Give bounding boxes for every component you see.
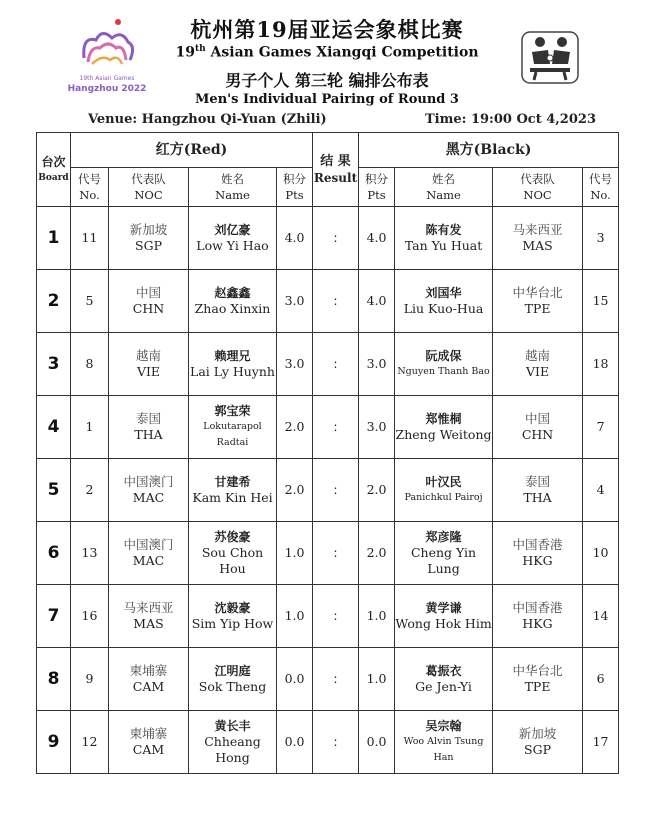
red-pts: 0.0 — [277, 711, 313, 774]
black-no: 10 — [583, 522, 619, 585]
table-row — [37, 459, 619, 522]
black-no: 17 — [583, 711, 619, 774]
red-pts: 1.0 — [277, 585, 313, 648]
board-number: 3 — [37, 333, 71, 396]
black-name: 吴宗翰 Woo Alvin Tsung Han — [395, 711, 493, 774]
table-row — [37, 207, 619, 270]
pairing-table — [36, 132, 619, 774]
table-row — [37, 585, 619, 648]
black-pts: 4.0 — [359, 270, 395, 333]
logo-caption: 19th Asian Games — [79, 75, 135, 82]
black-pts: 3.0 — [359, 396, 395, 459]
black-noc: 中国 CHN — [493, 396, 583, 459]
result: : — [313, 522, 359, 585]
red-no: 8 — [71, 333, 109, 396]
board-header: 台次 Board — [37, 133, 71, 207]
black-noc: 越南 VIE — [493, 333, 583, 396]
red-no: 16 — [71, 585, 109, 648]
red-name: 黄长丰 Chheang Hong — [189, 711, 277, 774]
table-row — [37, 270, 619, 333]
red-name-header: 姓名 Name — [189, 168, 277, 207]
black-name: 叶汉民 Panichkul Pairoj — [395, 459, 493, 522]
red-name: 赵鑫鑫 Zhao Xinxin — [189, 270, 277, 333]
red-noc-header: 代表队 NOC — [109, 168, 189, 207]
red-no: 9 — [71, 648, 109, 711]
red-name: 赖理兄 Lai Ly Huynh — [189, 333, 277, 396]
red-noc: 中国澳门 MAC — [109, 522, 189, 585]
black-pts: 2.0 — [359, 522, 395, 585]
black-no: 7 — [583, 396, 619, 459]
black-header: 黑方(Black) — [359, 133, 619, 168]
table-row — [37, 711, 619, 774]
red-name: 甘建希 Kam Kin Hei — [189, 459, 277, 522]
black-no: 6 — [583, 648, 619, 711]
red-pts: 2.0 — [277, 459, 313, 522]
black-name: 阮成保 Nguyen Thanh Bao — [395, 333, 493, 396]
black-pts: 2.0 — [359, 459, 395, 522]
red-no: 11 — [71, 207, 109, 270]
red-name: 郭宝荣 Lokutarapol Radtai — [189, 396, 277, 459]
venue-label: Venue: Hangzhou Qi-Yuan (Zhili) — [88, 112, 327, 127]
red-pts: 4.0 — [277, 207, 313, 270]
board-number: 6 — [37, 522, 71, 585]
result: : — [313, 459, 359, 522]
result-header: 结 果 Result — [313, 133, 359, 207]
black-name: 黄学谦 Wong Hok Him — [395, 585, 493, 648]
black-noc-header: 代表队 NOC — [493, 168, 583, 207]
red-pts: 3.0 — [277, 270, 313, 333]
table-row — [37, 522, 619, 585]
board-number: 1 — [37, 207, 71, 270]
black-name: 陈有发 Tan Yu Huat — [395, 207, 493, 270]
red-no: 5 — [71, 270, 109, 333]
black-pts: 3.0 — [359, 333, 395, 396]
result: : — [313, 711, 359, 774]
red-noc: 中国 CHN — [109, 270, 189, 333]
black-pts: 1.0 — [359, 585, 395, 648]
black-no-header: 代号 No. — [583, 168, 619, 207]
red-noc: 柬埔寨 CAM — [109, 648, 189, 711]
black-pts: 0.0 — [359, 711, 395, 774]
black-noc: 新加坡 SGP — [493, 711, 583, 774]
red-noc: 中国澳门 MAC — [109, 459, 189, 522]
result: : — [313, 585, 359, 648]
result: : — [313, 648, 359, 711]
red-pts: 0.0 — [277, 648, 313, 711]
table-row — [37, 648, 619, 711]
red-header: 红方(Red) — [71, 133, 313, 168]
result: : — [313, 207, 359, 270]
table-row — [37, 333, 619, 396]
board-number: 4 — [37, 396, 71, 459]
red-noc: 泰国 THA — [109, 396, 189, 459]
black-pts: 4.0 — [359, 207, 395, 270]
red-noc: 越南 VIE — [109, 333, 189, 396]
red-pts: 3.0 — [277, 333, 313, 396]
red-name: 刘亿豪 Low Yi Hao — [189, 207, 277, 270]
board-number: 8 — [37, 648, 71, 711]
table-row — [37, 396, 619, 459]
title-en: 19th Asian Games Xiangqi Competition — [175, 44, 479, 61]
board-number: 5 — [37, 459, 71, 522]
black-name: 郑彦隆 Cheng Yin Lung — [395, 522, 493, 585]
red-noc: 新加坡 SGP — [109, 207, 189, 270]
red-name: 江明庭 Sok Theng — [189, 648, 277, 711]
black-noc: 中华台北 TPE — [493, 648, 583, 711]
black-no: 18 — [583, 333, 619, 396]
red-noc: 柬埔寨 CAM — [109, 711, 189, 774]
logo-year: Hangzhou 2022 — [67, 84, 147, 94]
black-noc: 中华台北 TPE — [493, 270, 583, 333]
red-name: 沈毅豪 Sim Yip How — [189, 585, 277, 648]
red-no-header: 代号 No. — [71, 168, 109, 207]
black-noc: 中国香港 HKG — [493, 522, 583, 585]
subtitle-en: Men's Individual Pairing of Round 3 — [195, 92, 459, 107]
black-noc: 马来西亚 MAS — [493, 207, 583, 270]
title-cn: 杭州第19届亚运会象棋比赛 — [190, 17, 464, 42]
black-pts: 1.0 — [359, 648, 395, 711]
red-noc: 马来西亚 MAS — [109, 585, 189, 648]
red-name: 苏俊豪 Sou Chon Hou — [189, 522, 277, 585]
board-number: 7 — [37, 585, 71, 648]
result: : — [313, 396, 359, 459]
red-no: 1 — [71, 396, 109, 459]
board-number: 2 — [37, 270, 71, 333]
red-no: 2 — [71, 459, 109, 522]
black-noc: 中国香港 HKG — [493, 585, 583, 648]
black-name: 刘国华 Liu Kuo-Hua — [395, 270, 493, 333]
result: : — [313, 333, 359, 396]
black-no: 4 — [583, 459, 619, 522]
board-number: 9 — [37, 711, 71, 774]
red-pts: 2.0 — [277, 396, 313, 459]
red-no: 12 — [71, 711, 109, 774]
result: : — [313, 270, 359, 333]
black-no: 14 — [583, 585, 619, 648]
time-label: Time: 19:00 Oct 4,2023 — [425, 112, 596, 127]
black-pts-header: 积分 Pts — [359, 168, 395, 207]
red-pts-header: 积分 Pts — [277, 168, 313, 207]
subtitle-cn: 男子个人 第三轮 编排公布表 — [225, 71, 429, 90]
black-name-header: 姓名 Name — [395, 168, 493, 207]
red-no: 13 — [71, 522, 109, 585]
black-no: 15 — [583, 270, 619, 333]
black-name: 葛振衣 Ge Jen-Yi — [395, 648, 493, 711]
black-name: 郑惟桐 Zheng Weitong — [395, 396, 493, 459]
red-pts: 1.0 — [277, 522, 313, 585]
black-noc: 泰国 THA — [493, 459, 583, 522]
black-no: 3 — [583, 207, 619, 270]
